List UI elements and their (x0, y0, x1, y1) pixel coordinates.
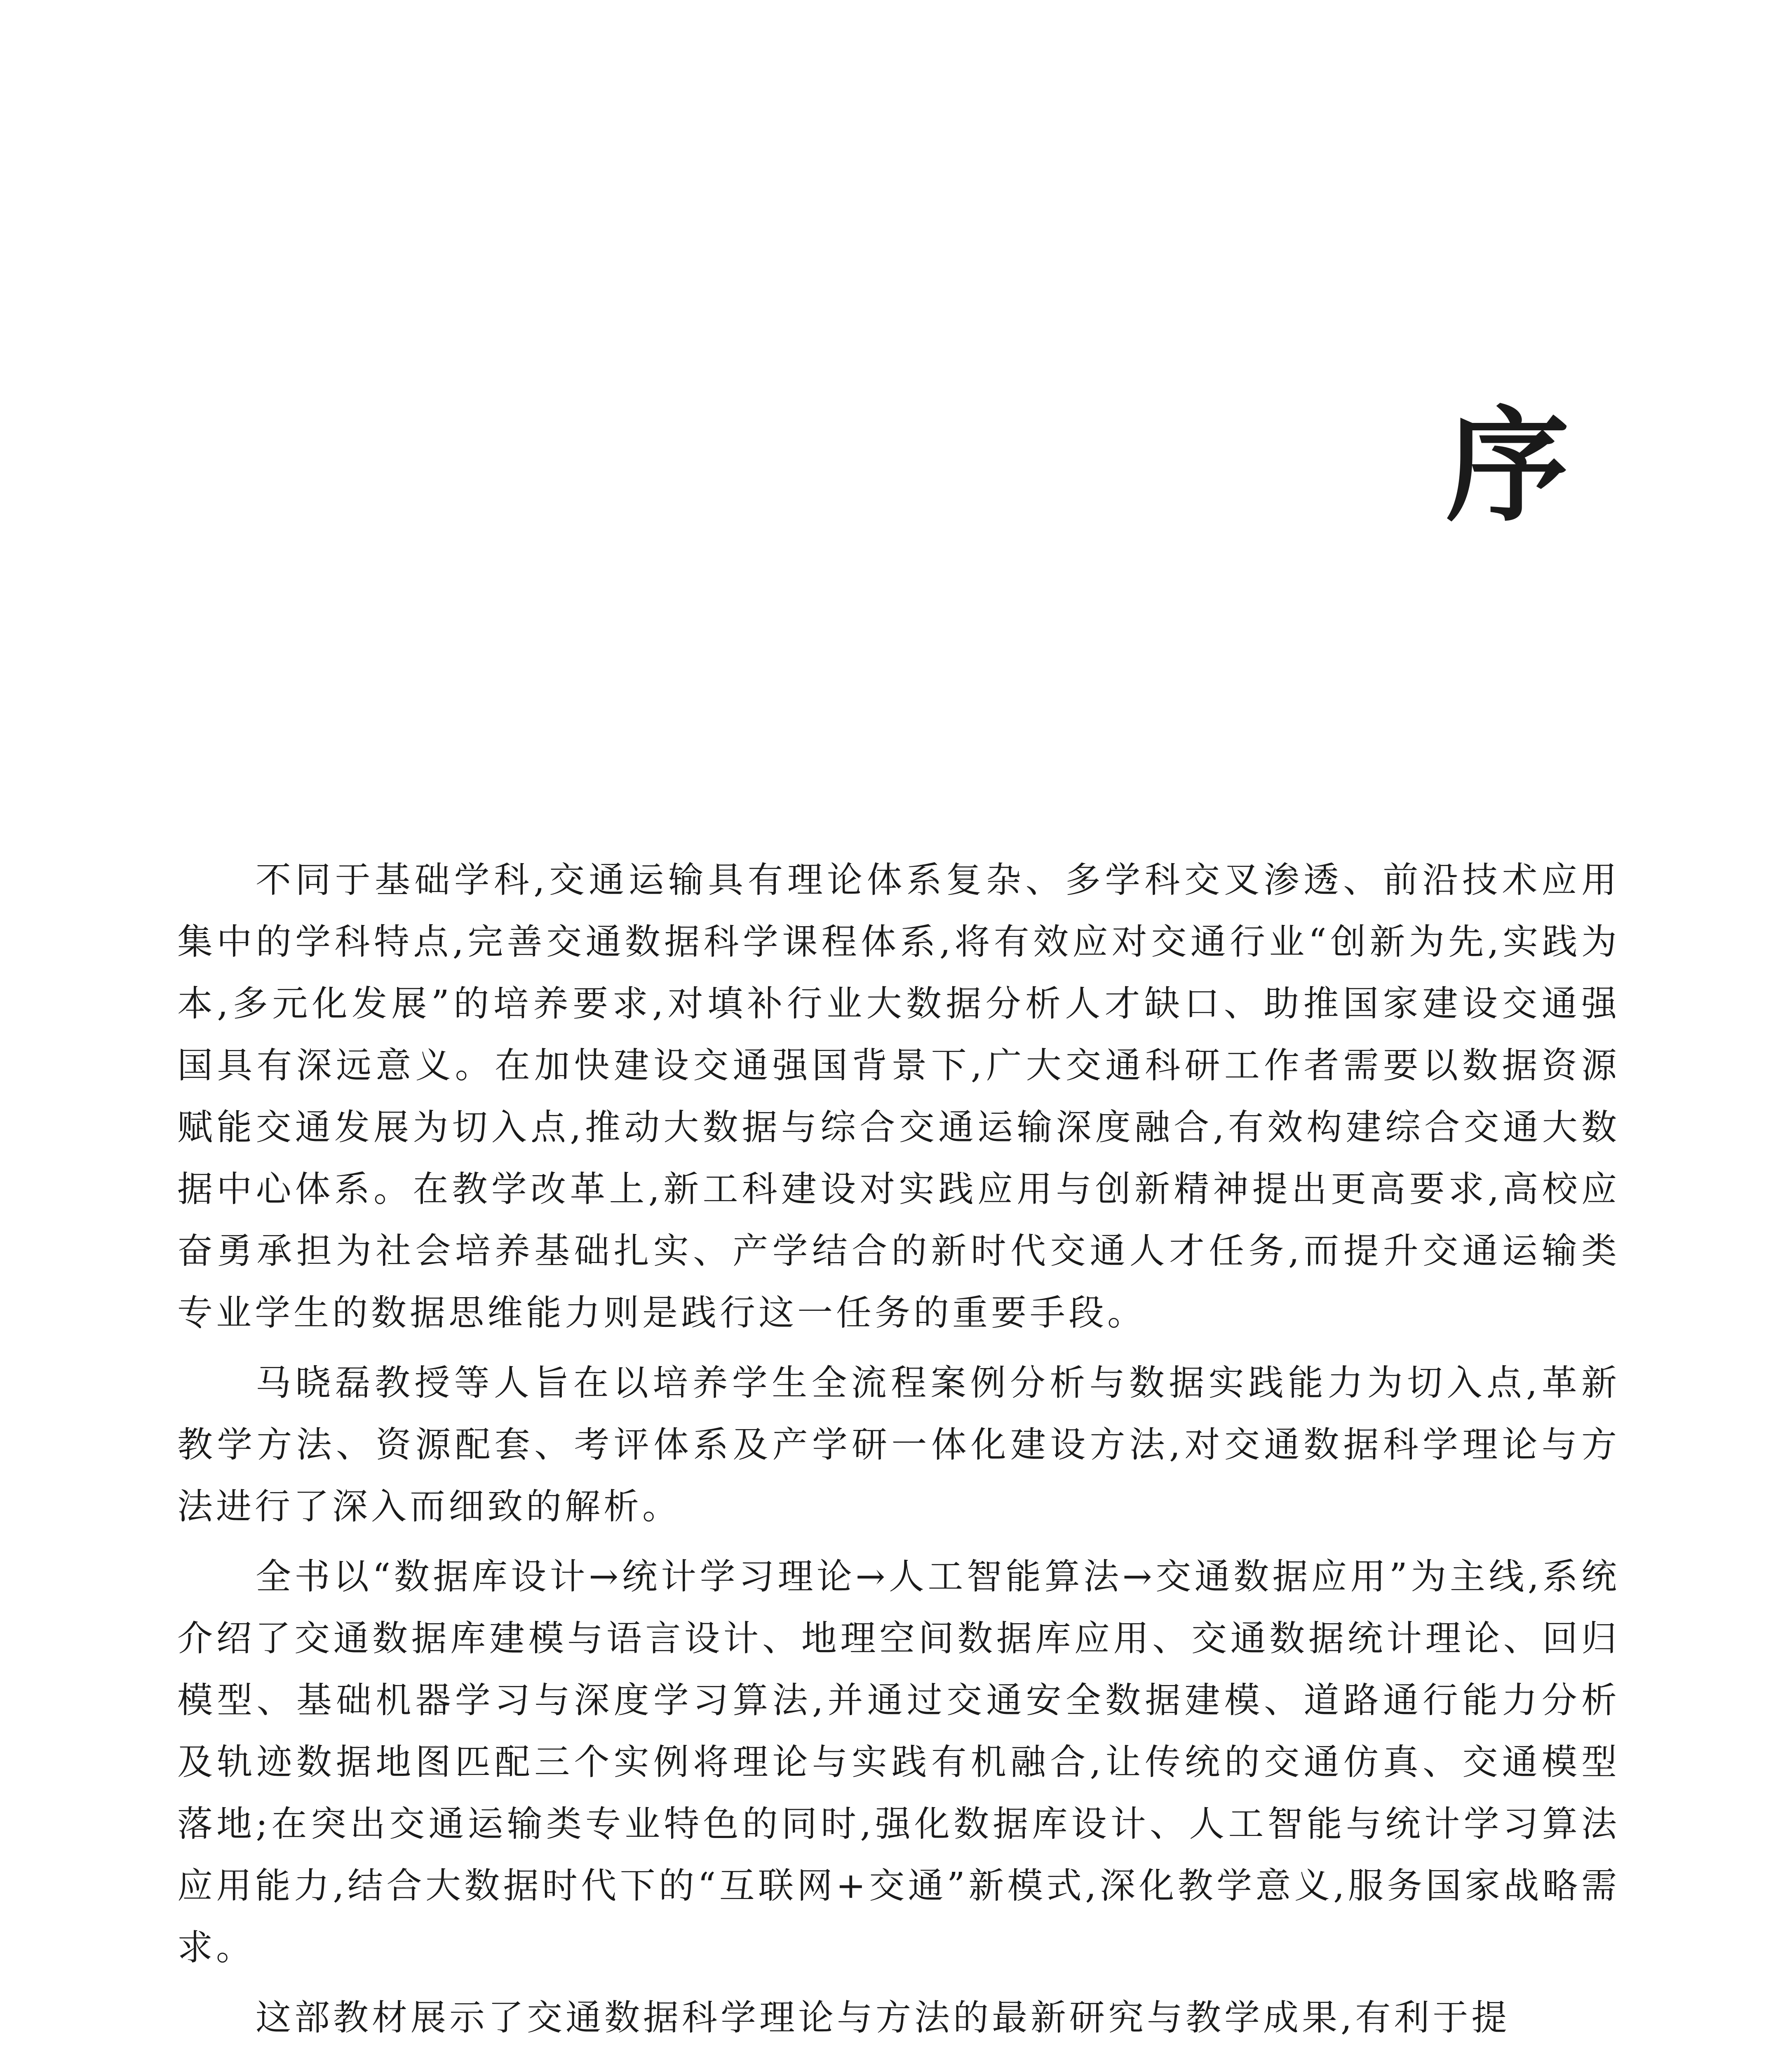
chapter-title: 序 (1446, 393, 1569, 538)
body-text (177, 849, 1620, 2057)
paragraph-2: 马晓磊教授等人旨在以培养学生全流程案例分析与数据实践能力为切入点,革新教学方法、资源配套、考评体系及产学研一体化建设方法,对交通数据科学理论与方法进行了深入而细致的解析。 (177, 1362, 1620, 1527)
paragraph-3: 全书以“数据库设计→统计学习理论→人工智能算法→交通数据应用”为主线,系统介绍了交通数据库建模与语言设计、地理空间数据库应用、交通数据统计理论、回归模型、基础机器学习与深度学习算法,并通过交通安全数据建模、道路通行能力分析及轨迹数据地图匹配三个实例将理论与实践有机融合,让传统的交通仿真、交通模型落地;在突出交通运输类专业特色的同时,强化数据库设计、人工智能与统计学习算法应用能力,结合大数据时代下的“互联网+交通”新模式,深化教学意义,服务国家战略需求。 (177, 1556, 1620, 1968)
paragraph-4: 这部教材展示了交通数据科学理论与方法的最新研究与教学成果,有利于提 (256, 1997, 1510, 2038)
paragraph-1: 不同于基础学科,交通运输具有理论体系复杂、多学科交叉渗透、前沿技术应用集中的学科特点,完善交通数据科学课程体系,将有效应对交通行业“创新为先,实践为本,多元化发展”的培养要求,对填补行业大数据分析人才缺口、助推国家建设交通强国具有深远意义。在加快建设交通强国背景下,广大交通科研工作者需要以数据资源赋能交通发展为切入点,推动大数据与综合交通运输深度融合,有效构建综合交通大数据中心体系。在教学改革上,新工科建设对实践应用与创新精神提出更高要求,高校应奋勇承担为社会培养基础扎实、产学结合的新时代交通人才任务,而提升交通运输类专业学生的数据思维能力则是践行这一任务的重要手段。 (177, 859, 1620, 1333)
